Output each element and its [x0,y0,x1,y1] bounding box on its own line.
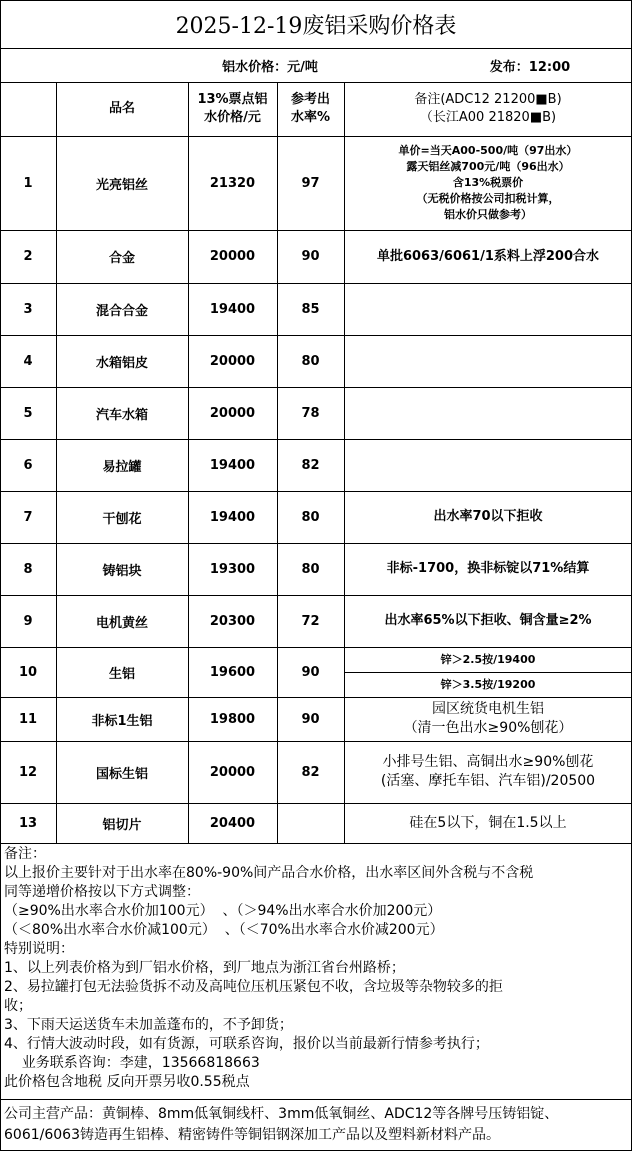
remarks-line: （＜80%出水率合水价减100元） 、（＜70%出水率合水价减200元） [4,922,444,938]
header-index [0,82,56,136]
remarks-line: 以上报价主要针对于出水率在80%-90%间产品合水价格，出水率区间外含税与不含税 [4,865,534,881]
price-value: 19400 [209,301,256,317]
remarks-line: 4、行情大波动时段，如有货源，可联系咨询，报价以当前最新行情参考执行； [4,1036,489,1052]
remark-line: （无税价格按公司扣税计算， [416,192,560,205]
yield-value: 90 [301,249,320,264]
header-remark-line2: （长江A00 21820■B) [419,110,557,125]
remark-line: (活塞、摩托车铝、汽车铝)/20500 [380,773,596,789]
row-index: 1 [23,175,33,191]
row-index: 2 [23,249,33,264]
remarks-line: 收； [4,998,32,1014]
remark-line: 非标-1700，换非标锭以71%结算 [386,561,590,576]
header-yield-line1: 参考出 [290,92,330,107]
price-value: 19600 [209,664,256,680]
yield-value: 82 [301,764,320,780]
price-value: 20000 [209,249,256,264]
divider [0,1099,632,1100]
row-index: 13 [18,815,38,831]
remark-line: 出水率70以下拒收 [433,509,543,524]
row-index: 12 [18,764,38,780]
remark-line: （清一色出水≥90%刨花） [403,720,573,736]
remark-cell [344,803,632,843]
page-title: 2025-12-19废铝采购价格表 [175,13,457,39]
row-index: 6 [23,457,33,473]
yield-value: 78 [301,405,320,421]
header-remark-line1: 备注(ADC12 21200■B) [414,92,562,107]
remark-cell [344,595,632,647]
price-value: 20000 [209,405,256,421]
remark-line: 锌＞3.5按/19200 [440,677,536,691]
remarks-section [4,845,628,1092]
price-value: 19800 [209,711,256,727]
yield-value: 97 [301,175,320,191]
remark-cell [344,136,632,230]
remark-line: 小排号生铝、高铜出水≥90%刨花 [382,754,594,770]
price-value: 21320 [209,175,256,191]
remark-cell [344,491,632,543]
remarks-heading: 备注： [4,846,46,862]
price-value: 20000 [209,353,256,369]
remarks-line: 1、以上列表价格为到厂铝水价格，到厂地点为浙江省台州路桥； [4,960,405,976]
row-index: 5 [23,405,33,421]
product-name: 混合合金 [95,303,148,319]
remark-line: 出水率65%以下拒收、铜含量≥2% [384,613,592,628]
remarks-line: 2、易拉罐打包无法验货拆不动及高吨位压机压紧包不收，含垃圾等杂物较多的拒 [4,979,503,995]
divider [0,843,632,844]
product-name: 汽车水箱 [95,407,148,423]
header-remark [344,82,632,136]
remark-cell [344,697,632,741]
price-value: 19300 [209,561,256,577]
remark-cell [344,741,632,803]
remark-line: 锌＞2.5按/19400 [440,652,536,666]
product-name: 合金 [108,251,135,266]
yield-value: 80 [301,353,320,369]
product-name: 铝切片 [102,817,142,833]
row-index: 8 [23,561,33,577]
yield-value: 80 [301,561,320,577]
row-index: 11 [18,711,38,727]
footer-line: 6061/6063铸造再生铝棒、精密铸件等铜铝钢深加工产品以及塑料新材料产品。 [4,1127,500,1143]
remark-cell [344,543,632,595]
remark-cell [344,335,632,387]
price-value: 20300 [209,613,256,629]
product-name: 电机黄丝 [95,615,148,631]
remarks-line: 3、下雨天运送货车未加盖蓬布的，不予卸货； [4,1017,293,1033]
remark-line: 露天铝丝减700元/吨（96出水） [406,160,570,173]
yield-value: 90 [301,711,320,727]
company-products [4,1104,628,1146]
row-index: 9 [23,613,33,629]
remark-cell [344,439,632,491]
yield-value [277,803,344,843]
remark-line: 单价=当天A00-500/吨（97出水） [398,144,578,157]
product-name: 生铝 [108,666,135,682]
row-index: 10 [18,664,38,680]
remark-line: 硅在5以下，铜在1.5以上 [409,814,567,831]
header-yield-line2: 水率% [290,110,331,125]
special-notes-heading: 特别说明： [4,941,74,957]
remark-line: 园区统货电机生铝 [432,701,544,717]
header-price-line1: 13%票点铝 [197,92,268,107]
row-index: 3 [23,301,33,317]
yield-value: 80 [301,509,320,525]
product-name: 铸铝块 [102,563,142,579]
remark-line: 铝水价只做参考） [444,208,532,221]
footer-line: 公司主营产品：黄铜棒、8mm低氧铜线杆、3mm低氧铜丝、ADC12等各牌号压铸铝锭、 [4,1106,559,1122]
price-value: 19400 [209,509,256,525]
price-value: 20400 [209,815,256,831]
remark-cell [344,283,632,335]
header-price [188,82,277,136]
remark-line: 单批6063/6061/1系料上浮200合水 [376,248,600,264]
remarks-line: 同等递增价格按以下方式调整： [4,884,200,900]
contact-line: 业务联系咨询：李建，13566818663 [4,1055,260,1071]
product-name: 非标1生铝 [91,713,153,729]
row-index: 4 [23,353,33,369]
header-yield [277,82,344,136]
product-name: 光亮铝丝 [95,177,148,193]
yield-value: 85 [301,301,320,317]
yield-value: 90 [301,664,320,680]
price-value: 20000 [209,764,256,780]
row-index: 7 [23,509,33,525]
header-price-line2: 水价格/元 [204,110,261,125]
product-name: 干刨花 [102,511,142,527]
yield-value: 82 [301,457,320,473]
unit-label: 铝水价格：元/吨 [222,59,318,75]
publish-time: 发布：12:00 [489,59,571,75]
product-name: 国标生铝 [95,766,148,782]
remark-cell [344,230,632,283]
product-name: 易拉罐 [102,459,142,475]
remarks-line: （≥90%出水率合水价加100元） 、（＞94%出水率合水价加200元） [4,903,442,919]
remark-cell [344,387,632,439]
price-value: 19400 [209,457,256,473]
yield-value: 72 [301,613,320,629]
header-name: 品名 [108,101,135,116]
tax-note: 此价格包含地税 反向开票另收0.55税点 [4,1074,250,1090]
remark-line: 含13%税票价 [452,176,524,189]
product-name: 水箱铝皮 [95,355,148,371]
